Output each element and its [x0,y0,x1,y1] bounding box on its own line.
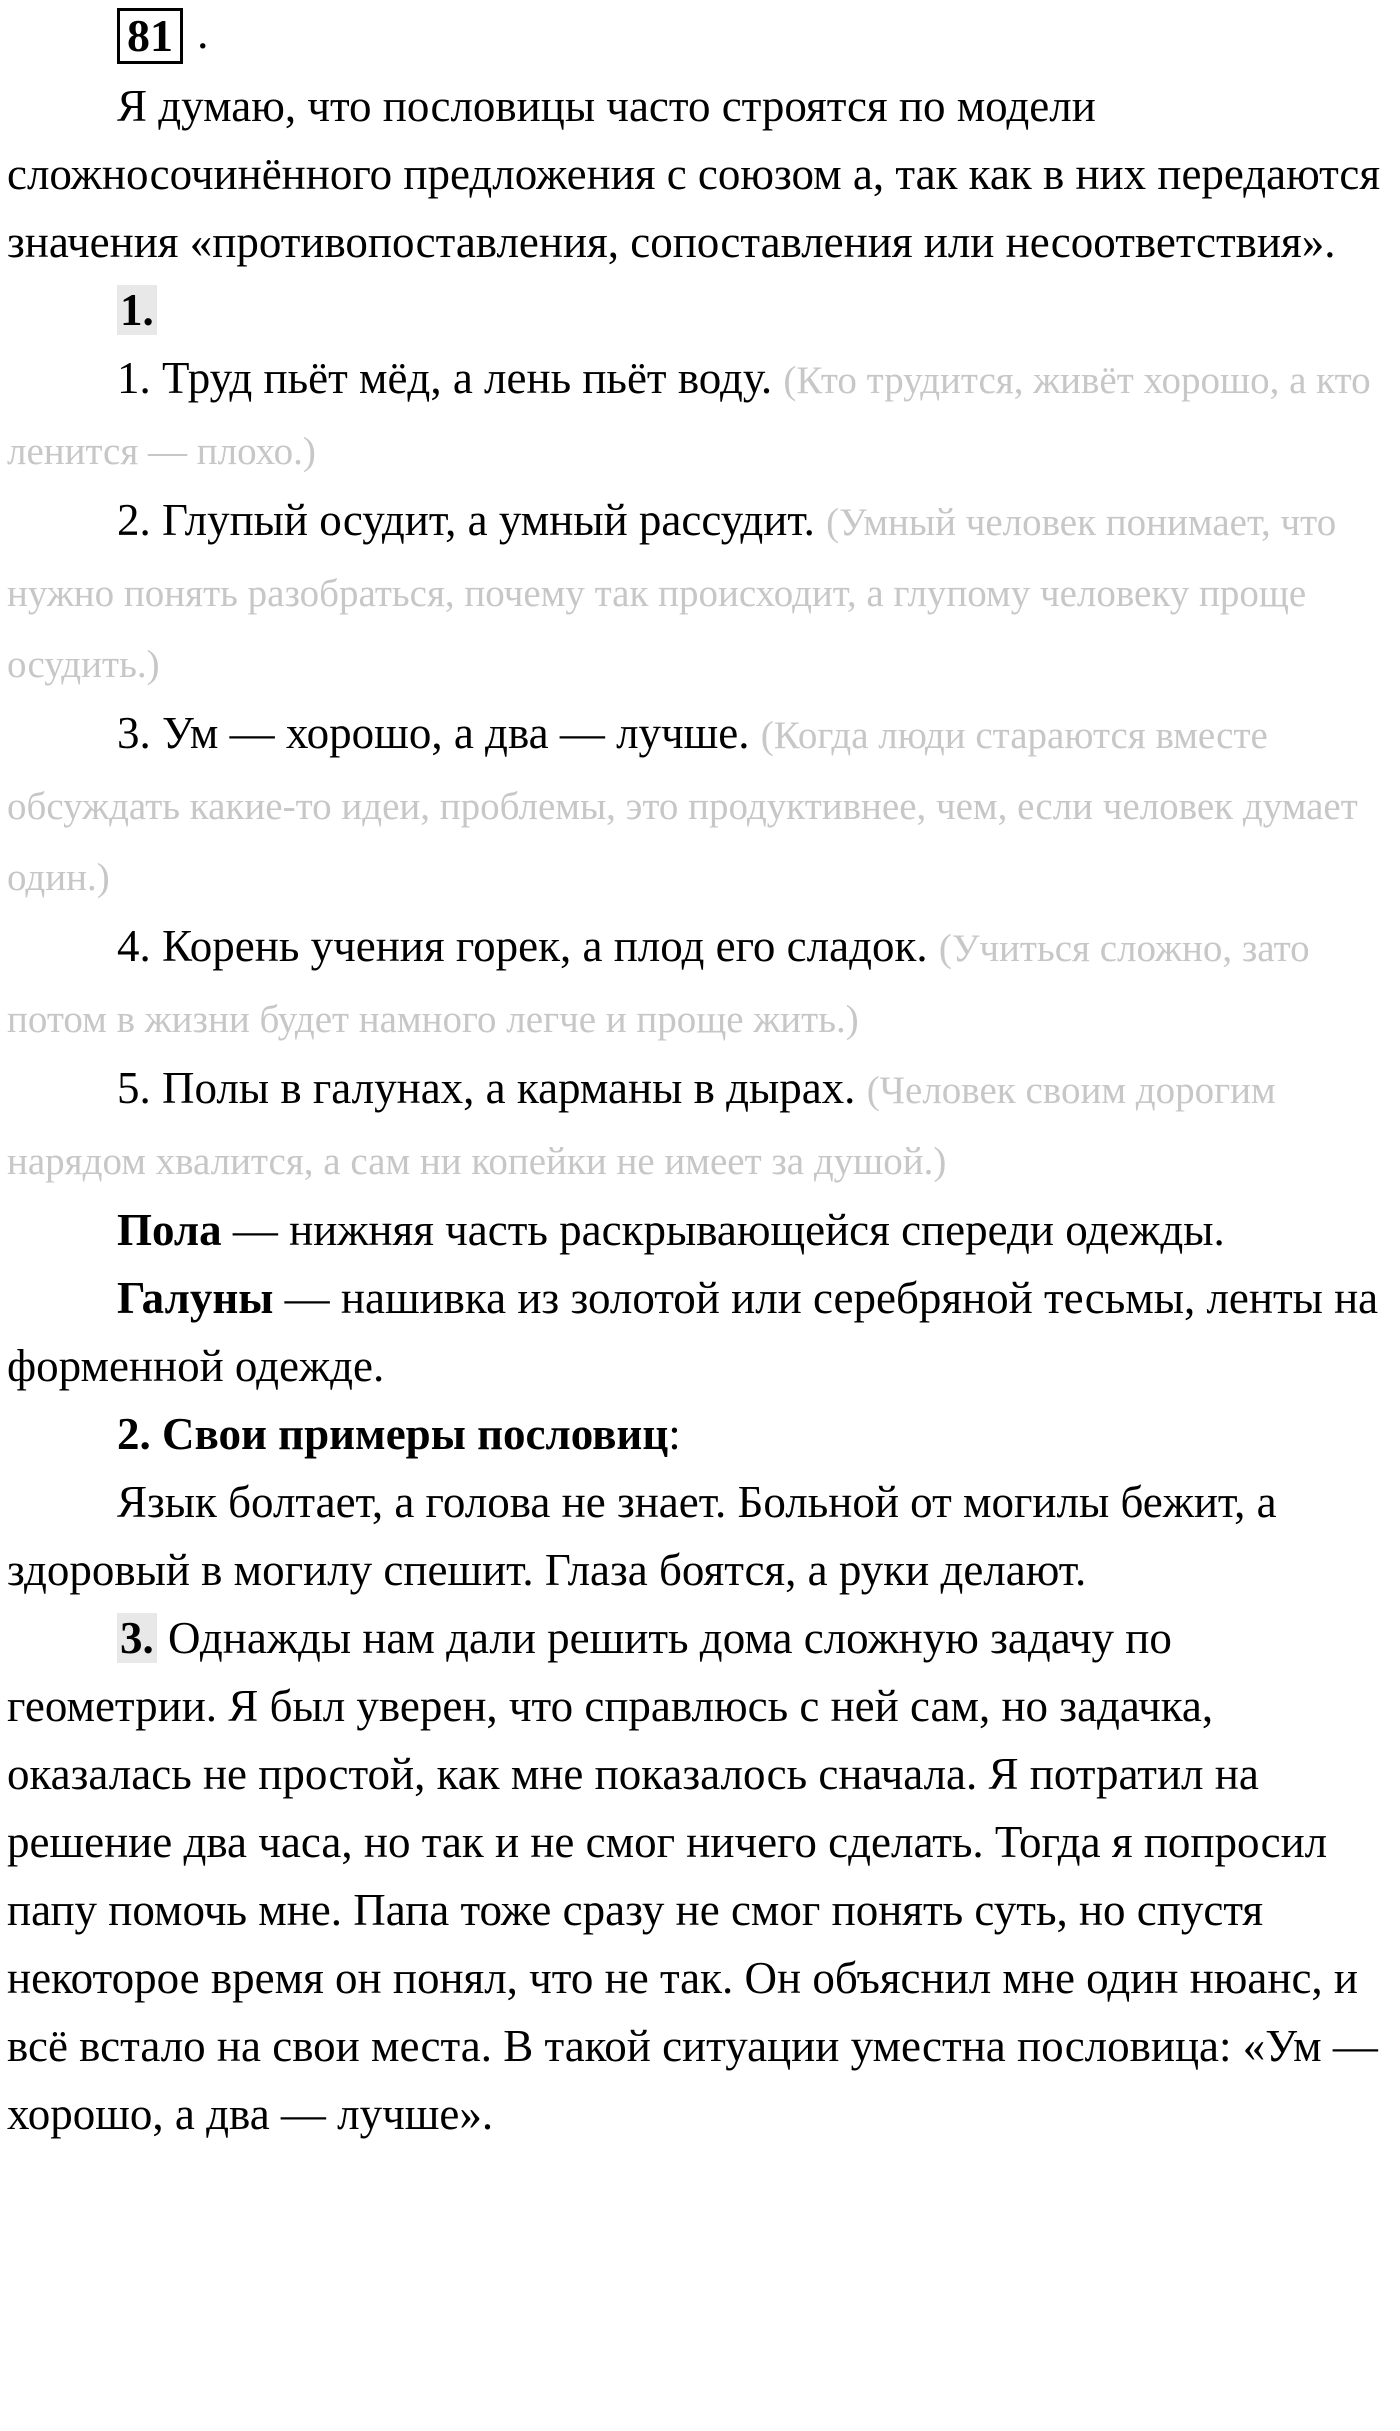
proverb-item [7,486,1393,699]
task-number-dot: . [197,7,209,58]
definition-term: Галуны [117,1273,274,1323]
proverb-explanation: (Кто трудится, живёт хорошо, а кто ленится — плохо.) [7,359,1371,473]
definition-term: Пола [117,1205,222,1255]
task-header [117,0,1393,72]
proverb-explanation: (Учиться сложно, зато потом в жизни будет намного легче и проще жить.) [7,927,1310,1041]
part3-text: Однажды нам дали решить дома сложную задачу по геометрии. Я был уверен, что справлюсь с ней сам, но задачка, оказалась не простой, как мне показалось сначала. Я потратил на решение два часа, но так и не смог ничего сделать. Тогда я попросил папу помочь мне. Папа тоже сразу не смог понять суть, но спустя некоторое время он понял, что не так. Он объяснил мне один нюанс, и всё встало на свои места. В такой ситуации уместна пословица: «Ум — хорошо, а два — лучше». [7,1613,1378,2139]
proverb-text: 1. Труд пьёт мёд, а лень пьёт воду. [117,353,773,403]
proverb-text: 3. Ум — хорошо, а два — лучше. [117,708,750,758]
part2-heading [7,1400,1393,1468]
part2-paragraph: Язык болтает, а голова не знает. Больной от могилы бежит, а здоровый в могилу спешит. Глаза боятся, а руки делают. [7,1477,1277,1595]
proverb-item [7,1054,1393,1196]
proverb-item [7,912,1393,1054]
proverb-explanation: (Когда люди стараются вместе обсуждать какие-то идеи, проблемы, это продуктивнее, чем, если человек думает один.) [7,714,1358,899]
proverb-item [7,344,1393,486]
proverb-text: 5. Полы в галунах, а карманы в дырах. [117,1063,856,1113]
proverb-text: 4. Корень учения горек, а плод его сладок. [117,921,928,971]
worksheet-page [7,0,1393,2148]
proverb-text: 2. Глупый осудит, а умный рассудит. [117,495,815,545]
task-number: 81 [117,8,183,64]
part3-label: 3. [117,1613,157,1663]
proverb-item [7,699,1393,912]
part1-label: 1. [117,285,157,335]
part2-colon: : [668,1409,681,1459]
part2-label: 2. Свои примеры пословиц [117,1409,669,1459]
part3-paragraph [7,1604,1393,2148]
definition-paragraph [7,1196,1393,1264]
intro-paragraph: Я думаю, что пословицы часто строятся по модели сложносочинённого предложения с союзом а, так как в них передаются значения «противопоставления, сопоставления или несоответствия». [7,81,1381,267]
definition-text: — нижняя часть раскрывающейся спереди одежды. [221,1205,1225,1255]
definition-paragraph [7,1264,1393,1400]
proverb-explanation: (Умный человек понимает, что нужно понять разобраться, почему так происходит, а глупому человеку проще осудить.) [7,501,1337,686]
proverb-explanation: (Человек своим дорогим нарядом хвалится, а сам ни копейки не имеет за душой.) [7,1069,1276,1183]
definition-text: — нашивка из золотой или серебряной тесьмы, ленты на форменной одежде. [7,1273,1379,1391]
part1-heading [7,276,1393,344]
